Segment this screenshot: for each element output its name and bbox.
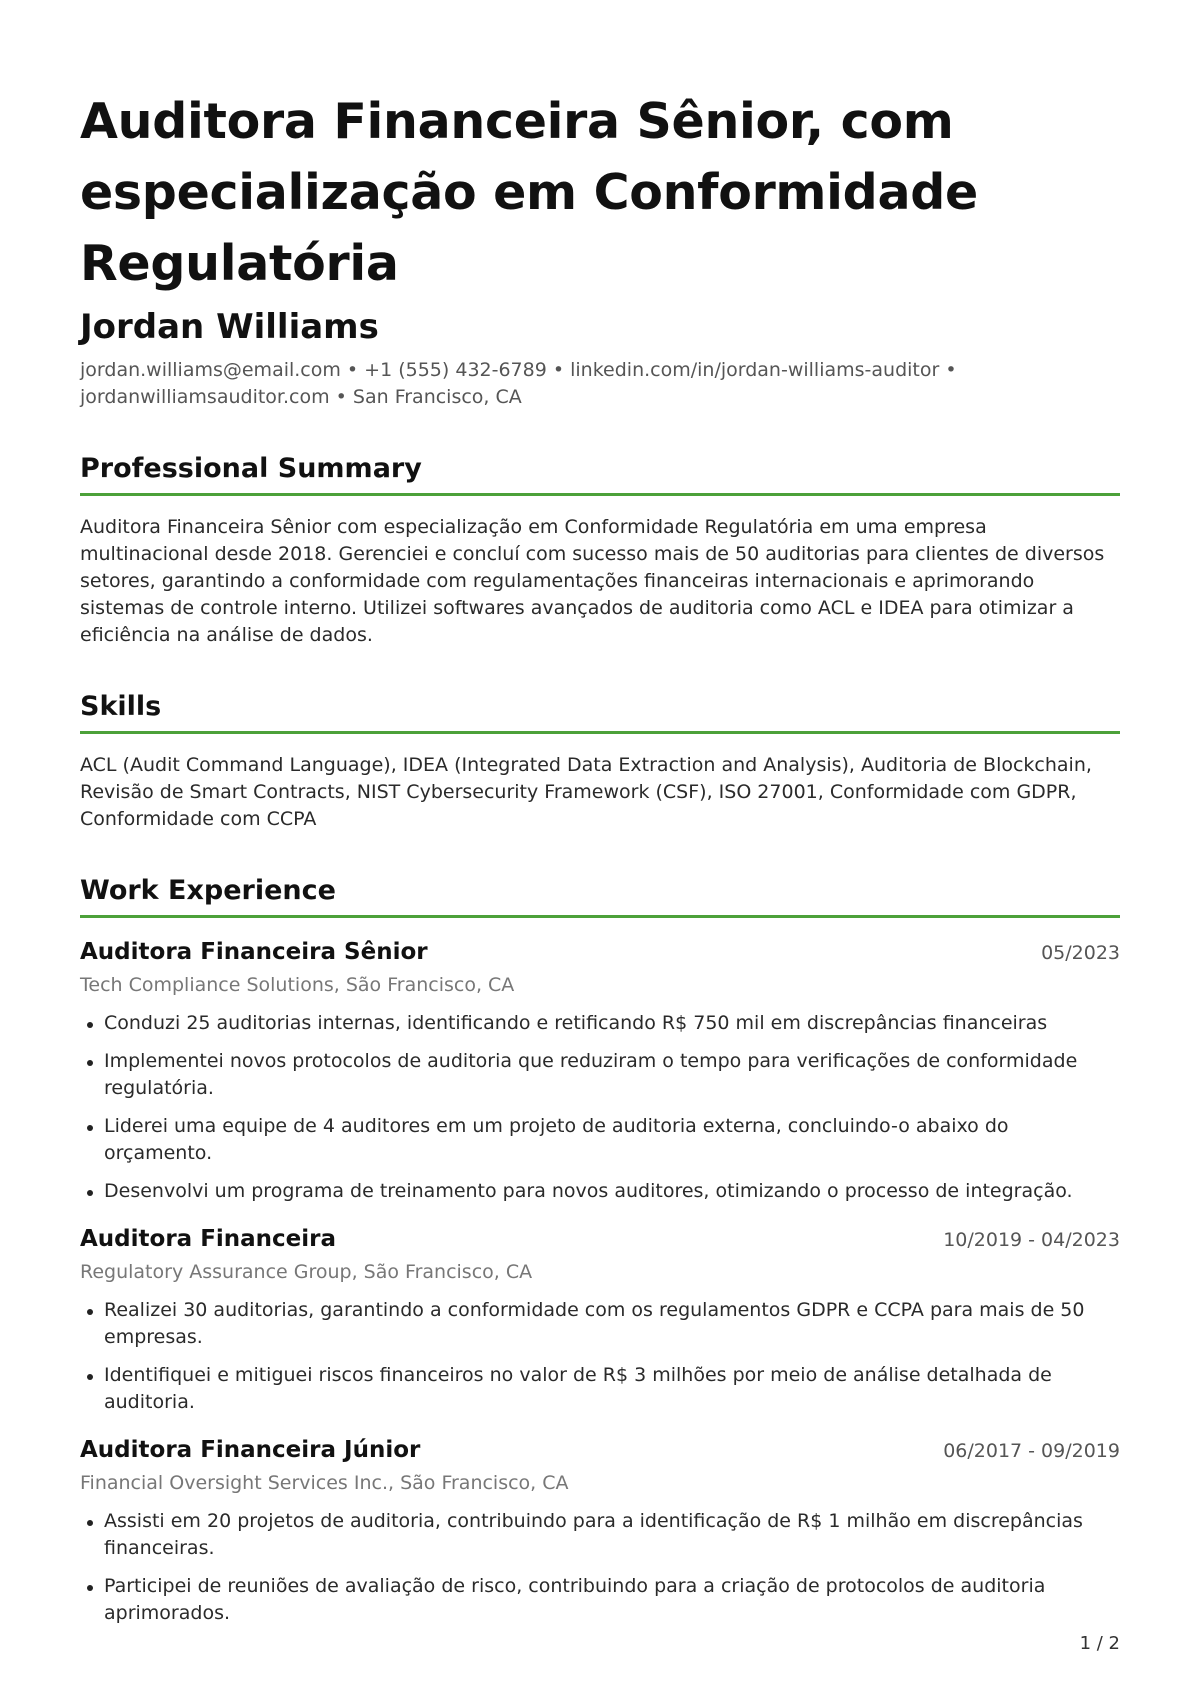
job-dates: 10/2019 - 04/2023 [943, 1229, 1120, 1251]
job-bullets [80, 1010, 1120, 1205]
job-dates: 05/2023 [1041, 942, 1120, 964]
job-header [80, 1434, 1120, 1466]
section-heading-summary: Professional Summary [80, 451, 1120, 496]
bullet-item: Implementei novos protocolos de auditoria que reduziram o tempo para verificações de conformidade regulatória. [80, 1048, 1120, 1102]
summary-section [80, 451, 1120, 649]
resume-page [80, 0, 1120, 1627]
bullet-item: Realizei 30 auditorias, garantindo a conformidade com os regulamentos GDPR e CCPA para mais de 50 empresas. [80, 1297, 1120, 1351]
job-title: Auditora Financeira [80, 1226, 337, 1252]
section-heading-experience: Work Experience [80, 873, 1120, 918]
contact-line: jordan.williams@email.com • +1 (555) 432-6789 • linkedin.com/in/jordan-williams-auditor • jordanwilliamsauditor.com • San Francisco, CA [80, 359, 957, 408]
skills-section [80, 689, 1120, 833]
job-entry [80, 1223, 1120, 1416]
job-company: Tech Compliance Solutions, São Francisco, CA [80, 974, 515, 996]
job-title: Auditora Financeira Sênior [80, 939, 428, 965]
job-entry [80, 936, 1120, 1205]
job-entry [80, 1434, 1120, 1627]
job-company: Regulatory Assurance Group, São Francisco, CA [80, 1261, 533, 1283]
bullet-item: Participei de reuniões de avaliação de risco, contribuindo para a criação de protocolos de auditoria aprimorados. [80, 1573, 1120, 1627]
bullet-item: Conduzi 25 auditorias internas, identificando e retificando R$ 750 mil em discrepâncias financeiras [80, 1010, 1120, 1037]
job-company: Financial Oversight Services Inc., São Francisco, CA [80, 1472, 569, 1494]
job-dates: 06/2017 - 09/2019 [943, 1440, 1120, 1462]
job-title: Auditora Financeira Júnior [80, 1437, 421, 1463]
job-header [80, 1223, 1120, 1255]
bullet-item: Desenvolvi um programa de treinamento para novos auditores, otimizando o processo de integração. [80, 1178, 1120, 1205]
summary-text: Auditora Financeira Sênior com especialização em Conformidade Regulatória em uma empresa multinacional desde 2018. Gerenciei e concluí com sucesso mais de 50 auditorias para clientes de diversos setores, garantindo a conformidade com regulamentações financeiras internacionais e aprimorando sistemas de controle interno. Utilizei softwares avançados de auditoria como ACL e IDEA para otimizar a eficiência na análise de dados. [80, 516, 1105, 646]
job-bullets [80, 1297, 1120, 1416]
candidate-name: Jordan Williams [80, 307, 379, 347]
page-number: 1 / 2 [1079, 1633, 1120, 1654]
experience-section [80, 873, 1120, 1627]
bullet-item: Liderei uma equipe de 4 auditores em um projeto de auditoria externa, concluindo-o abaixo do orçamento. [80, 1113, 1120, 1167]
skills-text: ACL (Audit Command Language), IDEA (Integrated Data Extraction and Analysis), Auditoria de Blockchain, Revisão de Smart Contracts, NIST Cybersecurity Framework (CSF), ISO 27001, Conformidade com GDPR, Conformidade com CCPA [80, 754, 1092, 830]
bullet-item: Assisti em 20 projetos de auditoria, contribuindo para a identificação de R$ 1 milhão em discrepâncias financeiras. [80, 1508, 1120, 1562]
bullet-item: Identifiquei e mitiguei riscos financeiros no valor de R$ 3 milhões por meio de análise detalhada de auditoria. [80, 1362, 1120, 1416]
section-heading-skills: Skills [80, 689, 1120, 734]
job-bullets [80, 1508, 1120, 1627]
resume-title: Auditora Financeira Sênior, com especialização em Conformidade Regulatória [80, 93, 978, 292]
job-header [80, 936, 1120, 968]
